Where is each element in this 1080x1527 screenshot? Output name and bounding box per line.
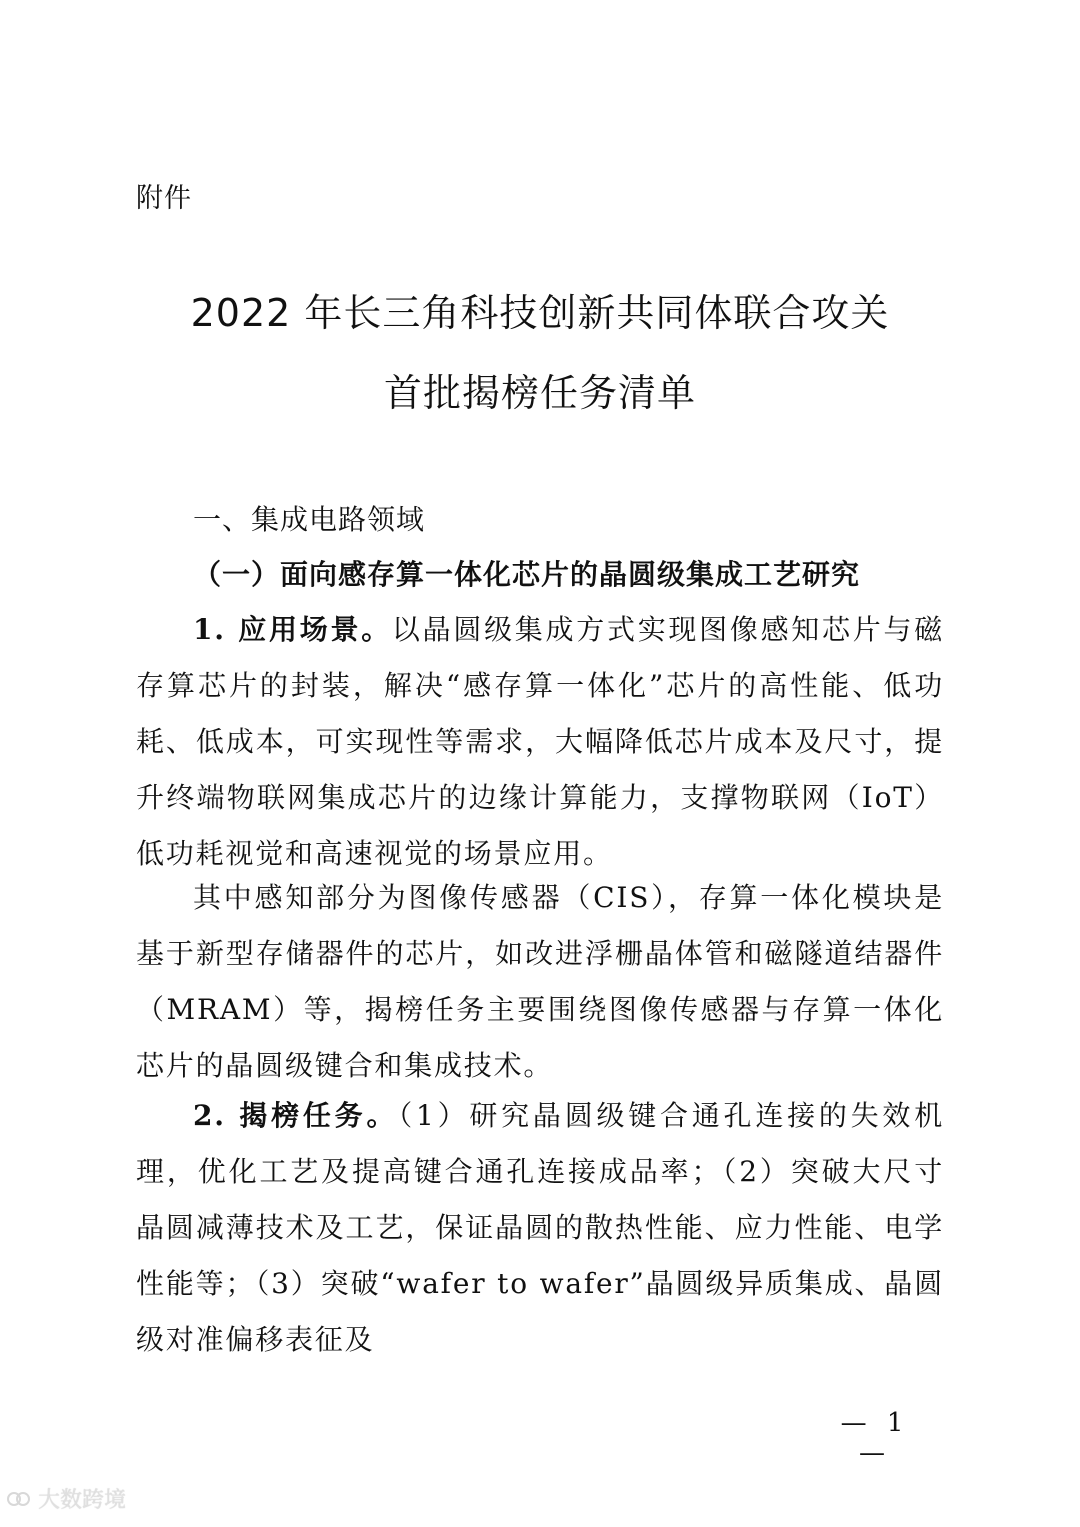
attachment-label: 附件: [136, 183, 192, 214]
paragraph-label: 1. 应用场景。: [193, 613, 392, 646]
section-heading: 一、集成电路领域: [193, 503, 426, 536]
paragraph-perception-detail: [136, 870, 944, 1094]
paragraph-text: （1）研究晶圆级键合通孔连接的失效机理，优化工艺及提高键合通孔连接成品率；（2）突破大尺寸晶圆减薄技术及工艺，保证晶圆的散热性能、应力性能、电学性能等；（3）突破“wafer to wafer”晶圆级异质集成、晶圆级对准偏移表征及: [136, 1099, 945, 1356]
document-title-line-2: 首批揭榜任务清单: [383, 371, 696, 415]
watermark: [6, 1483, 126, 1514]
paragraph-tasks: [136, 1088, 944, 1368]
document-title-line-1: 2022 年长三角科技创新共同体联合攻关: [190, 291, 890, 335]
page-number: — 1 —: [840, 1408, 910, 1468]
paragraph-text: 其中感知部分为图像传感器（CIS），存算一体化模块是基于新型存储器件的芯片，如改进浮栅晶体管和磁隧道结器件（MRAM）等，揭榜任务主要围绕图像传感器与存算一体化芯片的晶圆级键合和集成技术。: [136, 881, 944, 1082]
paragraph-application-scenario: [136, 602, 944, 882]
subsection-heading: （一）面向感存算一体化芯片的晶圆级集成工艺研究: [193, 558, 861, 591]
paragraph-label: 2. 揭榜任务。: [193, 1099, 399, 1132]
watermark-logo-icon: [6, 1488, 32, 1510]
watermark-text: 大数跨境: [38, 1488, 127, 1513]
paragraph-text: 以晶圆级集成方式实现图像感知芯片与磁存算芯片的封装，解决“感存算一体化”芯片的高性能、低功耗、低成本，可实现性等需求，大幅降低芯片成本及尺寸，提升终端物联网集成芯片的边缘计算能力，支撑物联网（IoT）低功耗视觉和高速视觉的场景应用。: [136, 613, 944, 870]
